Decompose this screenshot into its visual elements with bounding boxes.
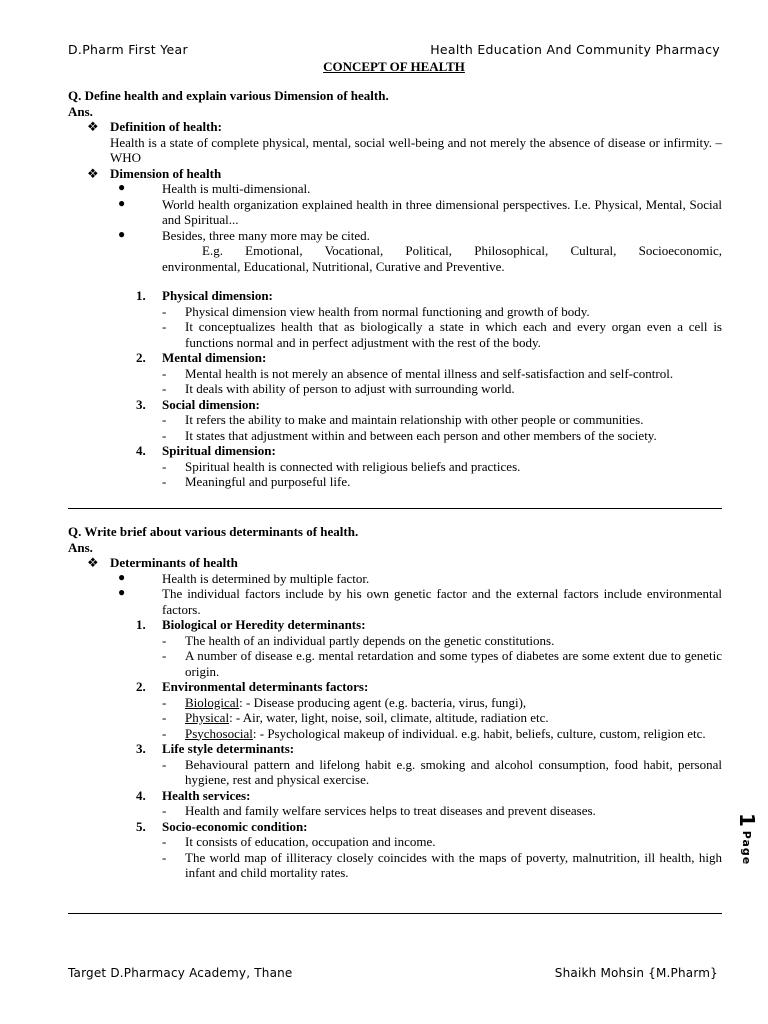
- dash-item: - Mental health is not merely an absence of mental illness and self-satisfaction and self-control.: [162, 365, 674, 381]
- dash-item: - Behavioural pattern and lifelong habit e.g. smoking and alcohol consumption, food habit, personal hygiene, rest and physical exercise.: [162, 756, 722, 787]
- numbered-heading: 5. Socio-economic condition:: [136, 818, 308, 834]
- numbered-heading: 2. Environmental determinants factors:: [136, 679, 369, 694]
- bullet-icon: ●: [118, 180, 126, 194]
- divider: [68, 508, 722, 509]
- dash-item: - It refers the ability to make and maintain relationship with other people or communities.: [162, 412, 644, 427]
- list-item: ● Health is multi-dimensional.: [118, 180, 311, 196]
- question-2: Q. Write brief about various determinants of health.: [68, 524, 359, 539]
- section-determinants: [68, 524, 722, 881]
- dash-item: - Physical dimension view health from normal functioning and growth of body.: [162, 303, 590, 319]
- numbered-heading: 2. Mental dimension:: [136, 350, 267, 365]
- section-dimensions: [68, 88, 722, 490]
- diamond-bullet-icon: ❖: [87, 119, 99, 134]
- question-1: Q. Define health and explain various Dimension of health.: [68, 88, 389, 103]
- diamond-bullet-icon: ❖: [87, 165, 99, 181]
- numbered-heading: 3. Life style determinants:: [136, 741, 295, 756]
- page-title: CONCEPT OF HEALTH: [323, 59, 465, 74]
- bullet-icon: ●: [118, 195, 126, 210]
- dash-item: - It conceptualizes health that as biologically a state in which each and every organ even a cell is functions normal and in perfect adjustment with the rest of the body.: [162, 319, 722, 350]
- dimension-heading: ❖ Dimension of health: [87, 165, 222, 181]
- dash-item: - Physical: - Air, water, light, noise, soil, climate, altitude, radiation etc.: [162, 710, 549, 725]
- dash-item: - It consists of education, occupation and income.: [162, 834, 436, 849]
- dash-item: - It deals with ability of person to adjust with surrounding world.: [162, 381, 515, 396]
- footer-academy: Target D.Pharmacy Academy, Thane: [68, 966, 293, 980]
- dash-item: - The world map of illiteracy closely coincides with the maps of poverty, malnutrition, ill health, high infant and child mortality rates.: [162, 849, 722, 880]
- answer-label-2: Ans.: [68, 539, 93, 555]
- numbered-heading: 1. Biological or Heredity determinants:: [136, 617, 366, 632]
- list-item: ● World health organization explained health in three dimensional perspectives. I.e. Physical, Mental, Social and Spiritual...: [118, 195, 722, 227]
- list-item: ● The individual factors include by his own genetic factor and the external factors include environmental factors.: [118, 585, 722, 617]
- footer-author: Shaikh Mohsin {M.Pharm}: [554, 966, 718, 980]
- dash-item: - Health and family welfare services helps to treat diseases and prevent diseases.: [162, 803, 596, 818]
- list-item: ● Besides, three many more may be cited.: [118, 226, 370, 243]
- running-footer: [68, 966, 718, 984]
- examples-text: E.g. Emotional, Vocational, Political, Philosophical, Cultural, Socioeconomic, environmental, Educational, Nutritional, Curative and Preventive.: [162, 243, 722, 274]
- answer-label-1: Ans.: [68, 103, 93, 119]
- dash-item: - Spiritual health is connected with religious beliefs and practices.: [162, 458, 521, 474]
- divider: [68, 913, 722, 914]
- numbered-heading: 4. Health services:: [136, 787, 251, 803]
- dash-item: - It states that adjustment within and between each person and other members of the society.: [162, 427, 657, 443]
- bullet-icon: ●: [118, 585, 126, 599]
- page-number: 1: [735, 813, 759, 827]
- diamond-bullet-icon: ❖: [87, 555, 99, 570]
- numbered-heading: 1. Physical dimension:: [136, 288, 273, 303]
- numbered-heading: 4. Spiritual dimension:: [136, 443, 276, 458]
- page-number-mark: [734, 813, 759, 875]
- bullet-icon: ●: [118, 569, 126, 584]
- dash-item: - Meaningful and purposeful life.: [162, 474, 351, 489]
- dash-item: - The health of an individual partly depends on the genetic constitutions.: [162, 632, 555, 648]
- running-header: [68, 42, 720, 60]
- header-subject: Health Education And Community Pharmacy: [430, 42, 720, 57]
- dash-item: - A number of disease e.g. mental retardation and some types of diabetes are some extent due to genetic origin.: [162, 648, 722, 679]
- numbered-heading: 3. Social dimension:: [136, 396, 260, 412]
- determinants-heading: ❖ Determinants of health: [87, 555, 238, 570]
- list-item: ● Health is determined by multiple factor.: [118, 569, 370, 586]
- page-label: Page: [740, 830, 753, 866]
- dash-item: - Biological: - Disease producing agent (e.g. bacteria, virus, fungi),: [162, 694, 527, 710]
- definition-text: Health is a state of complete physical, mental, social well-being and not merely the absence of disease or infirmity. –WHO: [110, 134, 722, 165]
- bullet-icon: ●: [118, 226, 126, 241]
- definition-heading: ❖ Definition of health:: [87, 119, 222, 134]
- header-course: D.Pharm First Year: [68, 42, 188, 57]
- dash-item: - Psychosocial: - Psychological makeup of individual. e.g. habit, beliefs, culture, custom, religion etc.: [162, 725, 706, 741]
